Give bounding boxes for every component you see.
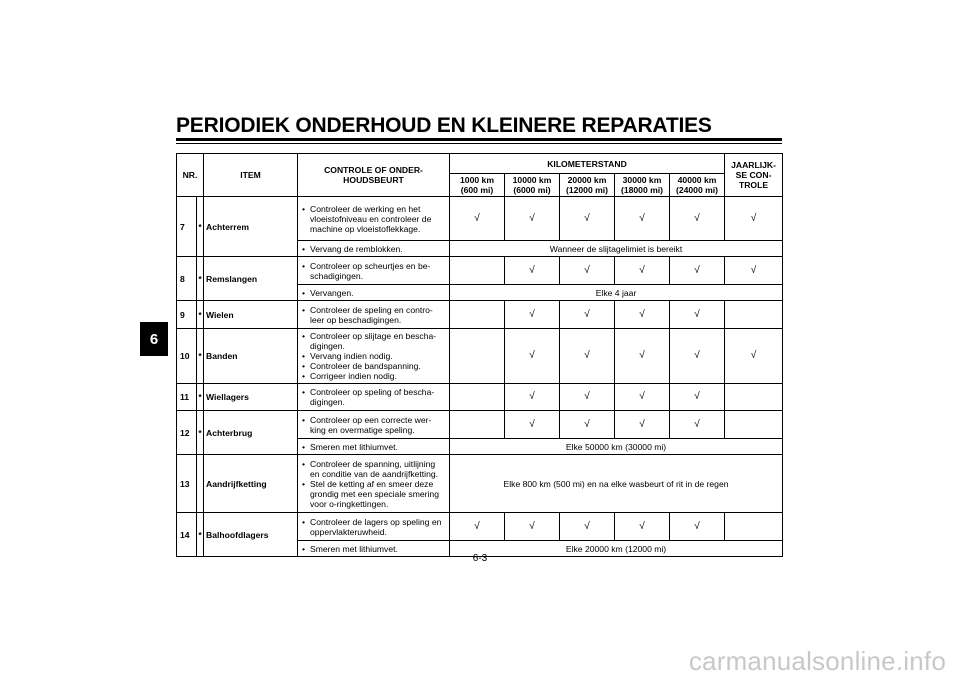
- control-bullet: • Controleer de lagers op speling en oppervlakteruwheid.: [301, 517, 446, 537]
- table-row: [177, 455, 783, 513]
- control-bullet: • Controleer op speling of bescha-digingen.: [301, 387, 446, 407]
- title-rule-thick: [176, 138, 782, 141]
- header-control: CONTROLE OF ONDER- HOUDSBEURT: [298, 154, 450, 197]
- check-mark: √: [505, 301, 560, 329]
- interval-text: Wanneer de slijtagelimiet is bereikt: [450, 241, 783, 257]
- control-bullet: • Controleer de speling en contro-leer op beschadigingen.: [301, 305, 446, 325]
- row-number: 8: [177, 257, 197, 301]
- row-number: 9: [177, 301, 197, 329]
- empty-cell: [725, 513, 783, 541]
- header-nr: NR.: [177, 154, 204, 197]
- maintenance-table: [176, 153, 783, 557]
- row-control: [298, 257, 450, 285]
- row-number: 11: [177, 384, 197, 411]
- row-star: *: [197, 513, 204, 557]
- check-mark: √: [505, 257, 560, 285]
- row-control: [298, 439, 450, 455]
- chapter-tab[interactable]: 6: [140, 322, 168, 356]
- row-item: Balhoofdlagers: [204, 513, 298, 557]
- row-star: *: [197, 257, 204, 301]
- header-km-1: 1000 km (600 mi): [450, 174, 505, 197]
- empty-cell: [450, 384, 505, 411]
- page-title: PERIODIEK ONDERHOUD EN KLEINERE REPARATIES: [176, 114, 712, 137]
- control-bullet: • Smeren met lithiumvet.: [301, 442, 446, 452]
- table-row: [177, 513, 783, 541]
- row-control: [298, 301, 450, 329]
- row-control: [298, 513, 450, 541]
- interval-text: Elke 50000 km (30000 mi): [450, 439, 783, 455]
- check-mark: √: [670, 197, 725, 241]
- row-item: Wielen: [204, 301, 298, 329]
- empty-cell: [725, 301, 783, 329]
- check-mark: √: [560, 513, 615, 541]
- check-mark: √: [670, 301, 725, 329]
- check-mark: √: [725, 257, 783, 285]
- empty-cell: [725, 384, 783, 411]
- header-km-3: 20000 km (12000 mi): [560, 174, 615, 197]
- table-row: [177, 197, 783, 241]
- check-mark: √: [505, 329, 560, 384]
- row-item: Aandrijfketting: [204, 455, 298, 513]
- row-number: 10: [177, 329, 197, 384]
- table-row: [177, 384, 783, 411]
- control-bullet: • Controleer de bandspanning.: [301, 361, 446, 371]
- check-mark: √: [615, 197, 670, 241]
- row-control: [298, 329, 450, 384]
- row-number: 12: [177, 411, 197, 455]
- row-control: [298, 197, 450, 241]
- control-bullet: • Controleer de spanning, uitlijning en conditie van de aandrijfketting.: [301, 459, 446, 479]
- row-control: [298, 285, 450, 301]
- check-mark: √: [505, 411, 560, 439]
- check-mark: √: [450, 197, 505, 241]
- row-star: *: [197, 411, 204, 455]
- header-km-2: 10000 km (6000 mi): [505, 174, 560, 197]
- header-kilometerstand: KILOMETERSTAND: [450, 154, 725, 174]
- row-item: Achterrem: [204, 197, 298, 257]
- row-star: *: [197, 329, 204, 384]
- interval-text: Elke 4 jaar: [450, 285, 783, 301]
- row-control: [298, 455, 450, 513]
- check-mark: √: [560, 257, 615, 285]
- check-mark: √: [670, 257, 725, 285]
- row-number: 13: [177, 455, 197, 513]
- empty-cell: [450, 411, 505, 439]
- check-mark: √: [725, 329, 783, 384]
- control-bullet: • Controleer de werking en het vloeistofniveau en controleer de machine op vloeistoflekkage.: [301, 204, 446, 234]
- watermark: carmanualsonline.info: [688, 646, 946, 676]
- table-row: [177, 301, 783, 329]
- row-item: Achterbrug: [204, 411, 298, 455]
- interval-text: Elke 20000 km (12000 mi): [450, 541, 783, 557]
- empty-cell: [450, 301, 505, 329]
- header-item: ITEM: [204, 154, 298, 197]
- check-mark: √: [560, 411, 615, 439]
- row-control: [298, 411, 450, 439]
- control-bullet: • Corrigeer indien nodig.: [301, 371, 446, 381]
- control-bullet: • Controleer op scheurtjes en be-schadigingen.: [301, 261, 446, 281]
- control-bullet: • Controleer op slijtage en bescha-digingen.: [301, 331, 446, 351]
- check-mark: √: [670, 329, 725, 384]
- row-number: 7: [177, 197, 197, 257]
- row-control: [298, 241, 450, 257]
- row-item: Wiellagers: [204, 384, 298, 411]
- check-mark: √: [725, 197, 783, 241]
- control-bullet: • Vervang de remblokken.: [301, 244, 446, 254]
- check-mark: √: [615, 513, 670, 541]
- check-mark: √: [560, 329, 615, 384]
- check-mark: √: [615, 257, 670, 285]
- title-rule-thin: [176, 143, 782, 144]
- check-mark: √: [670, 384, 725, 411]
- empty-cell: [450, 257, 505, 285]
- row-item: Banden: [204, 329, 298, 384]
- header-annual: JAARLIJK- SE CON- TROLE: [725, 154, 783, 197]
- check-mark: √: [505, 513, 560, 541]
- table-row: [177, 411, 783, 439]
- check-mark: √: [615, 384, 670, 411]
- row-number: 14: [177, 513, 197, 557]
- empty-cell: [450, 329, 505, 384]
- check-mark: √: [615, 411, 670, 439]
- row-control: [298, 384, 450, 411]
- check-mark: √: [560, 384, 615, 411]
- check-mark: √: [615, 329, 670, 384]
- control-bullet: • Vervang indien nodig.: [301, 351, 446, 361]
- check-mark: √: [615, 301, 670, 329]
- header-km-5: 40000 km (24000 mi): [670, 174, 725, 197]
- header-km-4: 30000 km (18000 mi): [615, 174, 670, 197]
- page-number: 6-3: [472, 553, 488, 564]
- empty-cell: [725, 411, 783, 439]
- control-bullet: • Smeren met lithiumvet.: [301, 544, 446, 554]
- row-star: *: [197, 384, 204, 411]
- row-star: *: [197, 197, 204, 257]
- check-mark: √: [505, 384, 560, 411]
- check-mark: √: [560, 301, 615, 329]
- check-mark: √: [670, 411, 725, 439]
- row-star: [197, 455, 204, 513]
- control-bullet: • Stel de ketting af en smeer deze grondig met een speciale smering voor o-ringkettingen.: [301, 479, 446, 509]
- table-row: [177, 257, 783, 285]
- control-bullet: • Controleer op een correcte wer-king en overmatige speling.: [301, 415, 446, 435]
- interval-text: Elke 800 km (500 mi) en na elke wasbeurt of rit in de regen: [450, 455, 783, 513]
- check-mark: √: [450, 513, 505, 541]
- row-star: *: [197, 301, 204, 329]
- row-item: Remslangen: [204, 257, 298, 301]
- check-mark: √: [670, 513, 725, 541]
- check-mark: √: [560, 197, 615, 241]
- table-row: [177, 329, 783, 384]
- check-mark: √: [505, 197, 560, 241]
- control-bullet: • Vervangen.: [301, 288, 446, 298]
